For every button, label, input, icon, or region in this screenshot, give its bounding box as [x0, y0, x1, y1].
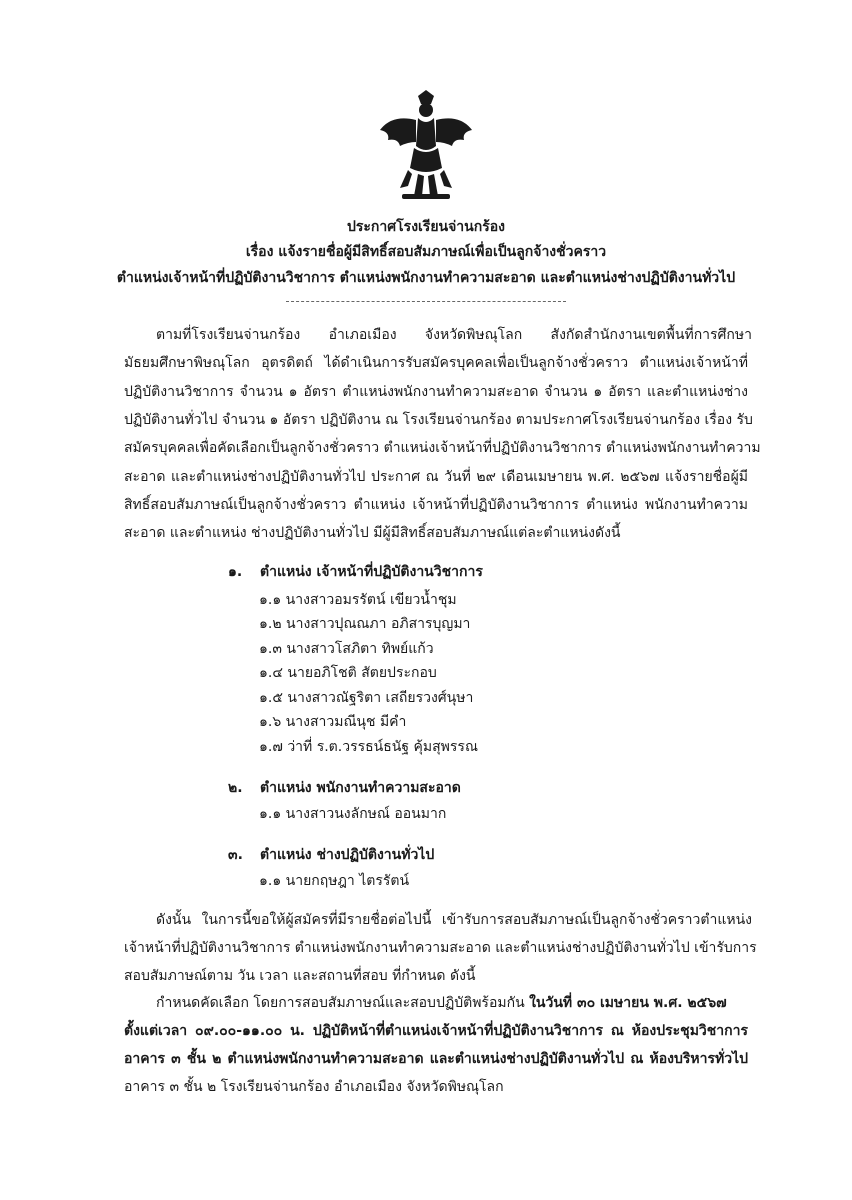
- list-item: ๑.๑ นายกฤษฎา ไตรรัตน์: [259, 873, 410, 889]
- list-item: ๑.๑ นางสาวอมรรัตน์ เขียวน้ำชุม: [259, 592, 457, 608]
- group-title: ตำแหน่ง เจ้าหน้าที่ปฏิบัติงานวิชาการ: [260, 564, 483, 580]
- list-item: ๑.๑ นางสาวนงลักษณ์ ออนมาก: [259, 806, 447, 822]
- schedule-line: อาคาร ๓ ชั้น ๒ โรงเรียนจ่านกร้อง อำเภอเมือง จังหวัดพิษณุโลก: [124, 1079, 504, 1095]
- document-subject: เรื่อง แจ้งรายชื่อผู้มีสิทธิ์สอบสัมภาษณ์เพื่อเป็นลูกจ้างชั่วคราว: [245, 244, 607, 260]
- intro-line: มัธยมศึกษาพิษณุโลก อุตรดิตถ์ ได้ดำเนินการรับสมัครบุคคลเพื่อเป็นลูกจ้างชั่วคราว ตำแหน่งเจ้าหน้าที่: [124, 355, 748, 371]
- intro-line: สะอาด และตำแหน่งช่างปฏิบัติงานทั่วไป ประกาศ ณ วันที่ ๒๙ เดือนเมษายน พ.ศ. ๒๕๖๗ แจ้งรายชื่อผู้มี: [124, 469, 748, 485]
- closing-line: สอบสัมภาษณ์ตาม วัน เวลา และสถานที่สอบ ที่กำหนด ดังนี้: [124, 968, 476, 984]
- intro-line: ตามที่โรงเรียนจ่านกร้อง อำเภอเมือง จังหวัดพิษณุโลก สังกัดสำนักงานเขตพื้นที่การศึกษา: [156, 327, 752, 343]
- list-item: ๑.๕ นางสาวณัฐริตา เสถียรวงศ์นุษา: [259, 690, 474, 706]
- schedule-line: อาคาร ๓ ชั้น ๒ ตำแหน่งพนักงานทำความสะอาด และตำแหน่งช่างปฏิบัติงานทั่วไป ณ ห้องบริหารทั่วไป: [124, 1051, 748, 1067]
- schedule-line: ตั้งแต่เวลา ๐๙.๐๐-๑๑.๐๐ น. ปฏิบัติหน้าที่ตำแหน่งเจ้าหน้าที่ปฏิบัติงานวิชาการ ณ ห้องประชุมวิชาการ: [124, 1023, 748, 1039]
- list-item: ๑.๔ นายอภิโชติ สัตยประกอบ: [259, 665, 437, 681]
- list-item: ๑.๒ นางสาวปุณณภา อภิสารบุญมา: [259, 616, 471, 632]
- document-positions-line: ตำแหน่งเจ้าหน้าที่ปฏิบัติงานวิชาการ ตำแหน่งพนักงานทำความสะอาด และตำแหน่งช่างปฏิบัติงานทั่วไป: [116, 270, 736, 286]
- group-heading: [228, 778, 461, 798]
- intro-line: สะอาด และตำแหน่ง ช่างปฏิบัติงานทั่วไป มีผู้มีสิทธิ์สอบสัมภาษณ์แต่ละตำแหน่งดังนี้: [124, 525, 621, 541]
- group-number: ๒.: [228, 780, 243, 796]
- group-heading: [228, 562, 483, 582]
- schedule-date: ในวันที่ ๓๐ เมษายน พ.ศ. ๒๕๖๗: [529, 995, 727, 1011]
- closing-line: ดังนั้น ในการนี้ขอให้ผู้สมัครที่มีรายชื่อต่อไปนี้ เข้ารับการสอบสัมภาษณ์เป็นลูกจ้างชั่วคราวตำแหน่ง: [156, 912, 752, 928]
- list-item: ๑.๖ นางสาวมณีนุช มีคำ: [259, 714, 407, 730]
- group-title: ตำแหน่ง พนักงานทำความสะอาด: [260, 780, 461, 796]
- schedule-line: [156, 993, 727, 1013]
- closing-line: เจ้าหน้าที่ปฏิบัติงานวิชาการ ตำแหน่งพนักงานทำความสะอาด และตำแหน่งช่างปฏิบัติงานทั่วไป เข้ารับการ: [124, 940, 757, 956]
- intro-line: ปฏิบัติงานทั่วไป จำนวน ๑ อัตรา ปฏิบัติงาน ณ โรงเรียนจ่านกร้อง ตามประกาศโรงเรียนจ่านกร้อง เรื่อง รับ: [124, 412, 753, 428]
- intro-line: สิทธิ์สอบสัมภาษณ์เป็นลูกจ้างชั่วคราว ตำแหน่ง เจ้าหน้าที่ปฏิบัติงานวิชาการ ตำแหน่ง พนักงานทำความ: [124, 497, 748, 513]
- group-number: ๑.: [228, 564, 243, 580]
- schedule-lead: กำหนดคัดเลือก โดยการสอบสัมภาษณ์และสอบปฏิบัติพร้อมกัน: [156, 995, 530, 1011]
- list-item: ๑.๗ ว่าที่ ร.ต.วรรธน์ธนัฐ คุ้มสุพรรณ: [259, 739, 478, 755]
- list-item: ๑.๓ นางสาวโสภิตา ทิพย์แก้ว: [259, 641, 434, 657]
- garuda-emblem-icon: [378, 90, 474, 200]
- document-title: ประกาศโรงเรียนจ่านกร้อง: [347, 219, 505, 235]
- group-heading: [228, 845, 434, 865]
- intro-line: สมัครบุคคลเพื่อคัดเลือกเป็นลูกจ้างชั่วคราว ตำแหน่งเจ้าหน้าที่ปฏิบัติงานวิชาการ ตำแหน่งพนักงานทำความ: [124, 440, 761, 456]
- group-number: ๓.: [228, 847, 243, 863]
- group-title: ตำแหน่ง ช่างปฏิบัติงานทั่วไป: [260, 847, 435, 863]
- title-divider: [286, 301, 566, 302]
- intro-line: ปฏิบัติงานวิชาการ จำนวน ๑ อัตรา ตำแหน่งพนักงานทำความสะอาด จำนวน ๑ อัตรา และตำแหน่งช่าง: [124, 384, 748, 400]
